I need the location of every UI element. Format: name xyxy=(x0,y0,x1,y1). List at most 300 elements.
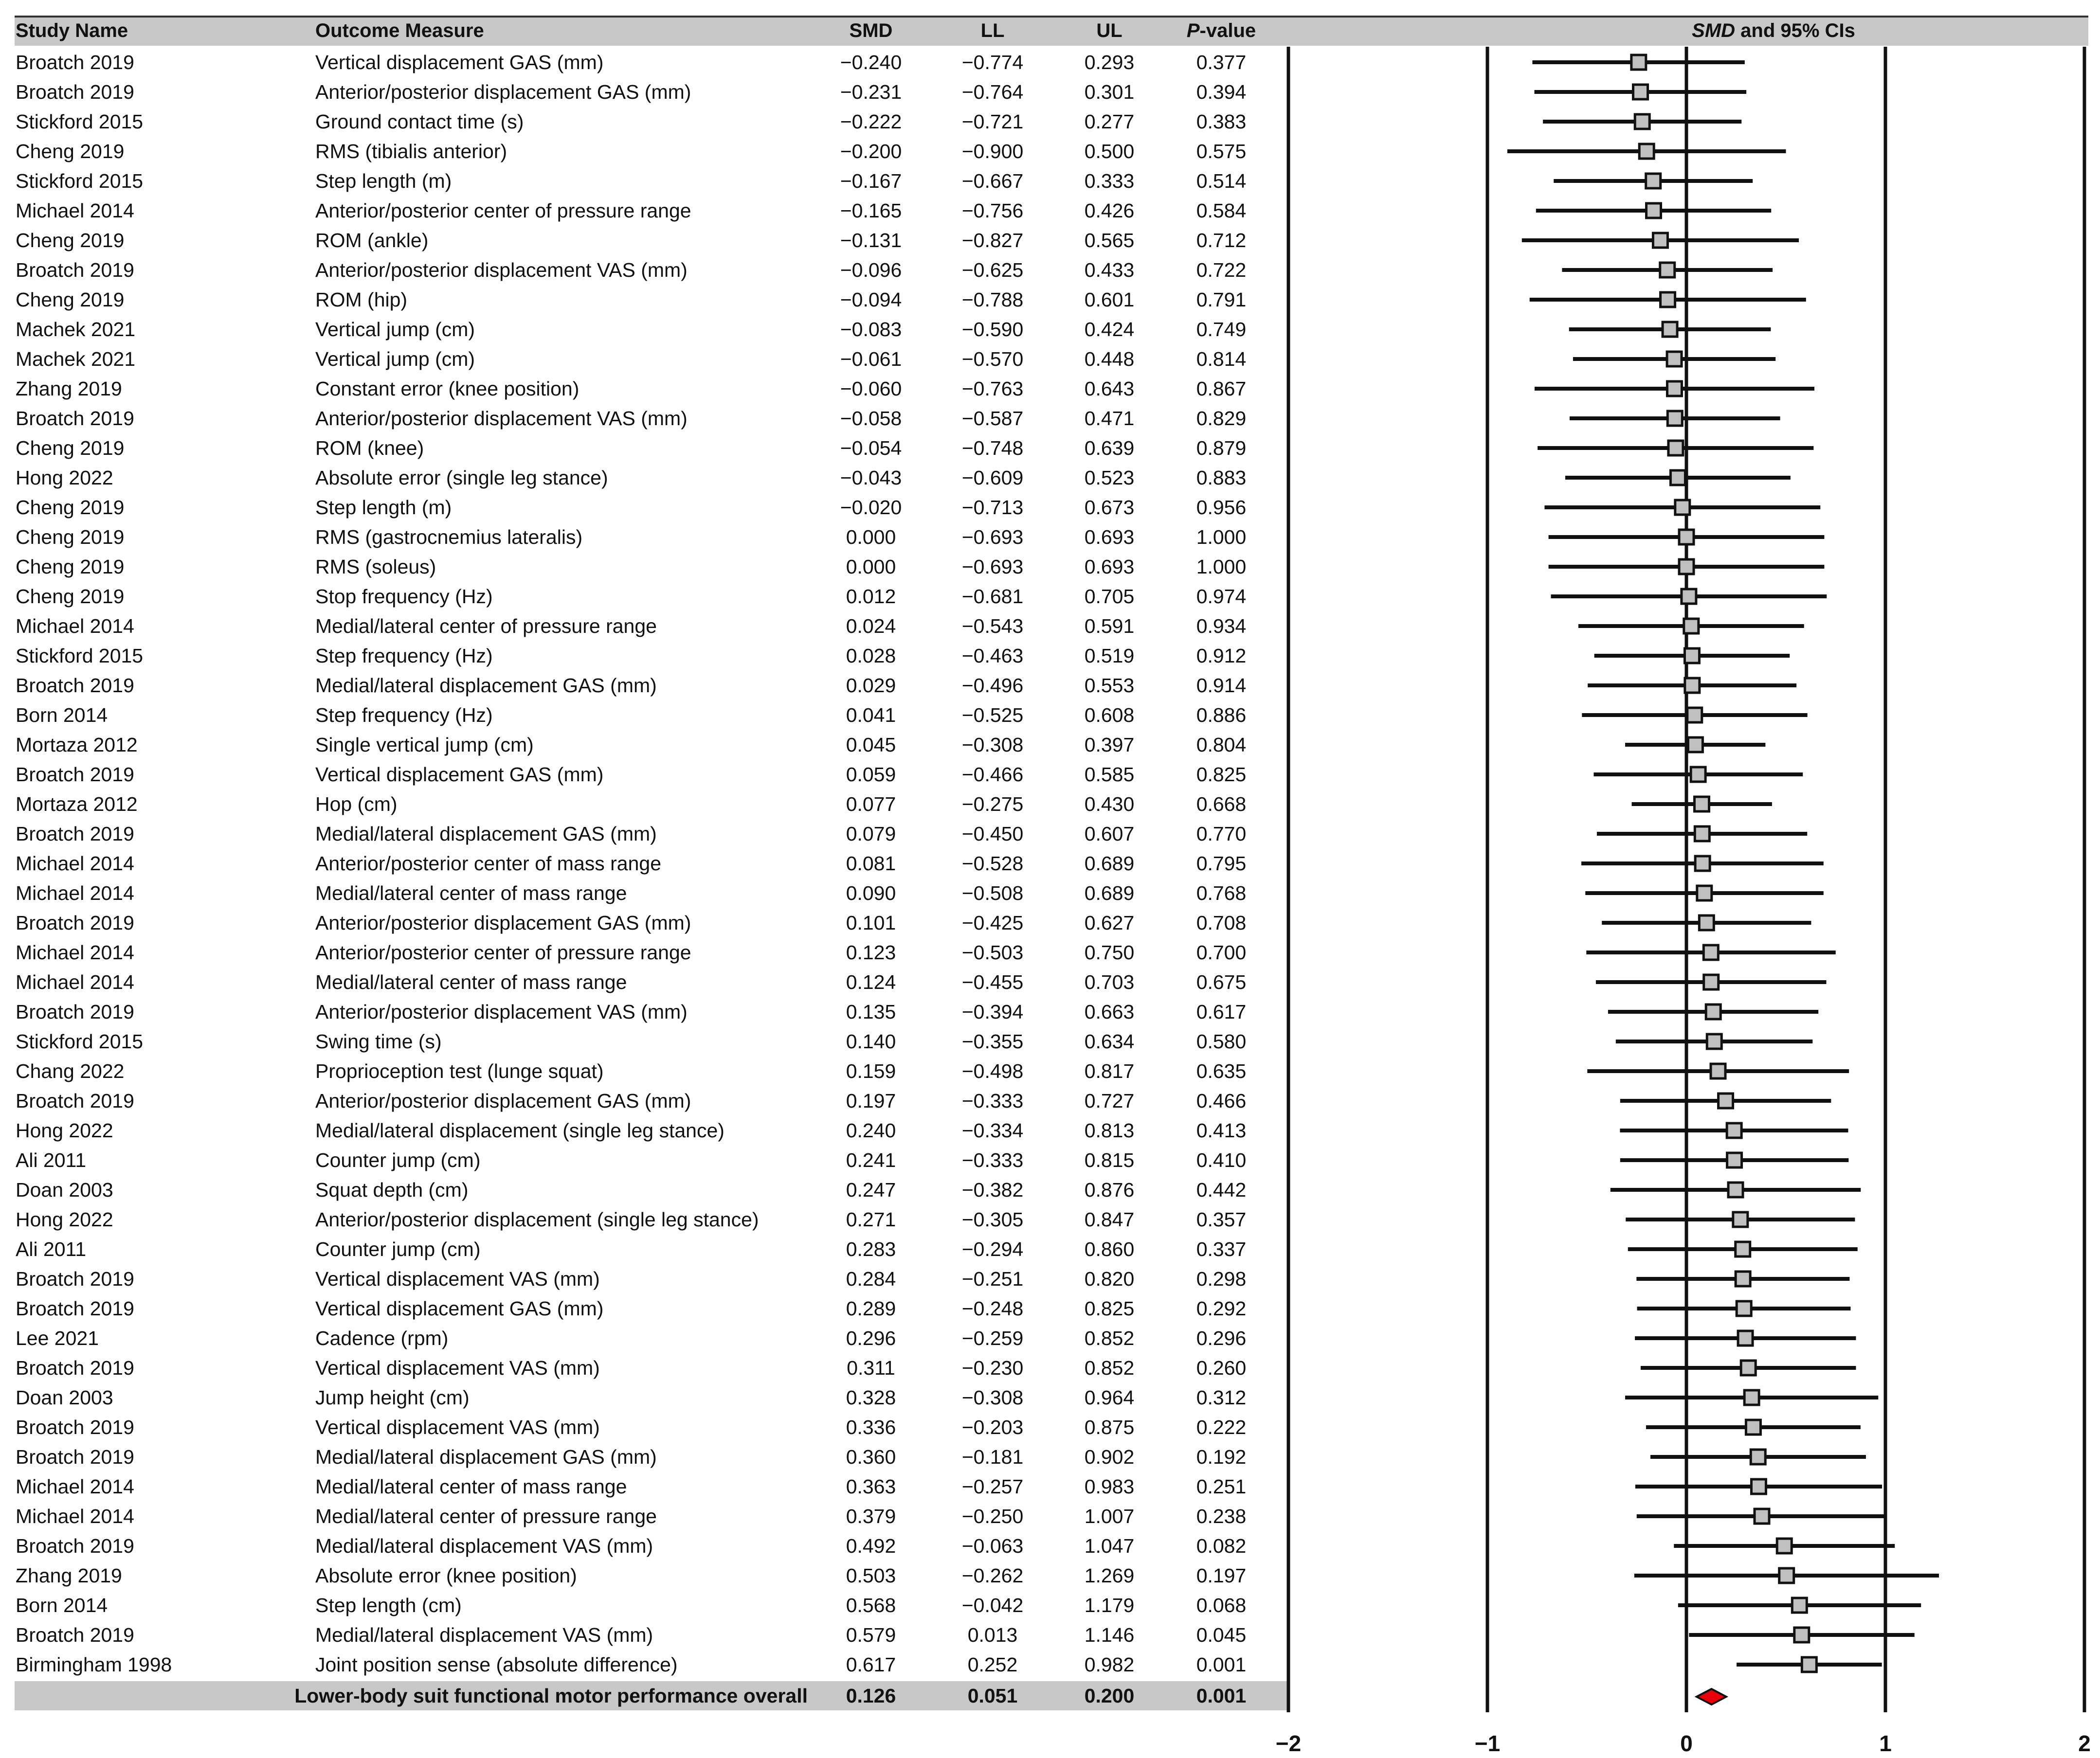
cell-ul: 0.553 xyxy=(1084,674,1135,697)
cell-ul: 0.663 xyxy=(1084,1001,1135,1023)
cell-p: 0.879 xyxy=(1196,437,1247,459)
cell-p: 0.222 xyxy=(1196,1416,1247,1438)
cell-study: Broatch 2019 xyxy=(16,407,134,430)
point-estimate-box xyxy=(1727,1153,1742,1167)
cell-study: Broatch 2019 xyxy=(16,912,134,934)
point-estimate-box xyxy=(1631,55,1646,70)
cell-p: 0.413 xyxy=(1196,1119,1247,1142)
cell-study: Born 2014 xyxy=(16,1594,108,1616)
cell-outcome: Vertical displacement VAS (mm) xyxy=(315,1268,600,1290)
cell-ul: 0.607 xyxy=(1084,823,1135,845)
cell-ul: 0.293 xyxy=(1084,51,1135,73)
point-estimate-box xyxy=(1755,1509,1769,1524)
cell-study: Michael 2014 xyxy=(16,971,134,993)
cell-ll: −0.230 xyxy=(961,1357,1024,1379)
point-estimate-box xyxy=(1695,856,1710,871)
cell-ul: 0.727 xyxy=(1084,1090,1135,1112)
cell-ll: −0.450 xyxy=(961,823,1024,845)
cell-ul: 0.817 xyxy=(1084,1060,1135,1082)
cell-ll: −0.764 xyxy=(961,81,1024,103)
cell-ll: −0.333 xyxy=(961,1090,1024,1112)
cell-ll: −0.528 xyxy=(961,852,1024,875)
cell-study: Hong 2022 xyxy=(16,1208,113,1231)
cell-ll: −0.382 xyxy=(961,1179,1024,1201)
cell-study: Stickford 2015 xyxy=(16,110,144,133)
cell-p: 0.825 xyxy=(1196,763,1247,786)
cell-ll: −0.251 xyxy=(961,1268,1024,1290)
cell-outcome: Absolute error (knee position) xyxy=(315,1564,577,1587)
cell-smd: −0.165 xyxy=(840,199,902,222)
cell-study: Birmingham 1998 xyxy=(16,1653,172,1676)
cell-ll: −0.042 xyxy=(961,1594,1024,1616)
cell-p: 0.580 xyxy=(1196,1030,1247,1053)
cell-study: Broatch 2019 xyxy=(16,1446,134,1468)
cell-ll: −0.394 xyxy=(961,1001,1024,1023)
cell-ul: 0.627 xyxy=(1084,912,1135,934)
point-estimate-box xyxy=(1736,1272,1750,1286)
cell-p: 0.082 xyxy=(1196,1535,1247,1557)
cell-ll: −0.590 xyxy=(961,318,1024,341)
cell-study: Broatch 2019 xyxy=(16,1624,134,1646)
cell-ll: −0.788 xyxy=(961,288,1024,311)
cell-outcome: Absolute error (single leg stance) xyxy=(315,466,608,489)
cell-p: 0.298 xyxy=(1196,1268,1247,1290)
point-estimate-box xyxy=(1667,352,1682,366)
cell-p: 0.045 xyxy=(1196,1624,1247,1646)
cell-smd: 0.284 xyxy=(846,1268,896,1290)
cell-smd: 0.579 xyxy=(846,1624,896,1646)
cell-p: 0.514 xyxy=(1196,170,1247,192)
cell-ul: 0.634 xyxy=(1084,1030,1135,1053)
cell-ul: 0.693 xyxy=(1084,526,1135,548)
cell-smd: 0.024 xyxy=(846,615,896,637)
cell-p: 0.814 xyxy=(1196,348,1247,370)
cell-p: 0.251 xyxy=(1196,1475,1247,1498)
cell-outcome: Anterior/posterior displacement GAS (mm) xyxy=(315,1090,691,1112)
cell-outcome: ROM (ankle) xyxy=(315,229,429,251)
cell-ll: 0.013 xyxy=(967,1624,1018,1646)
cell-ll: −0.466 xyxy=(961,763,1024,786)
cell-p: 0.749 xyxy=(1196,318,1247,341)
cell-smd: 0.012 xyxy=(846,585,896,608)
cell-study: Broatch 2019 xyxy=(16,1535,134,1557)
cell-study: Michael 2014 xyxy=(16,1475,134,1498)
cell-p: 0.668 xyxy=(1196,793,1247,815)
cell-ll: −0.250 xyxy=(961,1505,1024,1527)
cell-ul: 0.693 xyxy=(1084,556,1135,578)
cell-outcome: Vertical jump (cm) xyxy=(315,318,475,341)
cell-study: Ali 2011 xyxy=(16,1149,87,1171)
cell-ul: 0.847 xyxy=(1084,1208,1135,1231)
cell-ll: −0.355 xyxy=(961,1030,1024,1053)
cell-study: Chang 2022 xyxy=(16,1060,125,1082)
cell-study: Cheng 2019 xyxy=(16,496,125,519)
cell-ul: 0.820 xyxy=(1084,1268,1135,1290)
cell-smd: −0.131 xyxy=(840,229,902,251)
cell-ul: 0.983 xyxy=(1084,1475,1135,1498)
x-tick-label: −1 xyxy=(1474,1731,1501,1756)
cell-p: 0.635 xyxy=(1196,1060,1247,1082)
cell-p: 0.394 xyxy=(1196,81,1247,103)
cell-smd: 0.328 xyxy=(846,1386,896,1409)
cell-smd: 0.360 xyxy=(846,1446,896,1468)
cell-outcome: Jump height (cm) xyxy=(315,1386,470,1409)
cell-study: Michael 2014 xyxy=(16,199,134,222)
cell-smd: −0.094 xyxy=(840,288,902,311)
cell-p: 0.617 xyxy=(1196,1001,1247,1023)
cell-outcome: Step frequency (Hz) xyxy=(315,704,493,726)
cell-p: 1.000 xyxy=(1196,556,1247,578)
x-tick-label: 1 xyxy=(1879,1731,1892,1756)
point-estimate-box xyxy=(1746,1420,1760,1435)
cell-outcome: Single vertical jump (cm) xyxy=(315,734,534,756)
point-estimate-box xyxy=(1779,1568,1794,1583)
cell-ul: 0.591 xyxy=(1084,615,1135,637)
point-estimate-box xyxy=(1688,737,1702,752)
cell-study: Broatch 2019 xyxy=(16,259,134,281)
cell-ul: 0.673 xyxy=(1084,496,1135,519)
cell-outcome: Joint position sense (absolute difference) xyxy=(315,1653,678,1676)
cell-ul: 0.433 xyxy=(1084,259,1135,281)
point-estimate-box xyxy=(1727,1123,1741,1138)
cell-p: 0.768 xyxy=(1196,882,1247,904)
point-estimate-box xyxy=(1684,619,1699,633)
cell-outcome: Anterior/posterior displacement VAS (mm) xyxy=(315,407,688,430)
overall-ul: 0.200 xyxy=(1084,1685,1135,1707)
cell-study: Ali 2011 xyxy=(16,1238,87,1260)
point-estimate-box xyxy=(1703,945,1718,960)
cell-smd: 0.041 xyxy=(846,704,896,726)
cell-outcome: ROM (hip) xyxy=(315,288,408,311)
cell-outcome: Anterior/posterior displacement GAS (mm) xyxy=(315,81,691,103)
header-p-rest: -value xyxy=(1199,20,1256,41)
cell-ul: 0.964 xyxy=(1084,1386,1135,1409)
cell-outcome: Medial/lateral displacement VAS (mm) xyxy=(315,1624,653,1646)
cell-smd: −0.200 xyxy=(840,140,902,162)
cell-study: Zhang 2019 xyxy=(16,1564,122,1587)
cell-outcome: Vertical displacement GAS (mm) xyxy=(315,1297,604,1320)
cell-ll: −0.333 xyxy=(961,1149,1024,1171)
point-estimate-box xyxy=(1670,470,1685,485)
x-tick-label: −2 xyxy=(1275,1731,1302,1756)
cell-p: 0.292 xyxy=(1196,1297,1247,1320)
cell-outcome: Proprioception test (lunge squat) xyxy=(315,1060,604,1082)
point-estimate-box xyxy=(1728,1183,1743,1197)
cell-outcome: Anterior/posterior displacement VAS (mm) xyxy=(315,259,688,281)
cell-ul: 0.397 xyxy=(1084,734,1135,756)
cell-ul: 0.277 xyxy=(1084,110,1135,133)
cell-ul: 1.179 xyxy=(1084,1594,1135,1616)
cell-p: 0.886 xyxy=(1196,704,1247,726)
cell-ul: 0.815 xyxy=(1084,1149,1135,1171)
cell-p: 0.296 xyxy=(1196,1327,1247,1349)
cell-study: Michael 2014 xyxy=(16,852,134,875)
cell-p: 0.804 xyxy=(1196,734,1247,756)
cell-outcome: Squat depth (cm) xyxy=(315,1179,469,1201)
cell-ul: 1.146 xyxy=(1084,1624,1135,1646)
cell-study: Cheng 2019 xyxy=(16,229,125,251)
cell-ll: −0.609 xyxy=(961,466,1024,489)
cell-ll: −0.525 xyxy=(961,704,1024,726)
cell-outcome: RMS (soleus) xyxy=(315,556,436,578)
cell-smd: 0.379 xyxy=(846,1505,896,1527)
cell-ul: 0.902 xyxy=(1084,1446,1135,1468)
cell-outcome: Counter jump (cm) xyxy=(315,1238,481,1260)
cell-study: Broatch 2019 xyxy=(16,763,134,786)
cell-p: 0.312 xyxy=(1196,1386,1247,1409)
cell-ll: −0.756 xyxy=(961,199,1024,222)
cell-ul: 0.333 xyxy=(1084,170,1135,192)
cell-outcome: Vertical displacement VAS (mm) xyxy=(315,1416,600,1438)
cell-study: Hong 2022 xyxy=(16,466,113,489)
cell-p: 0.001 xyxy=(1196,1653,1247,1676)
cell-ul: 0.852 xyxy=(1084,1327,1135,1349)
cell-study: Broatch 2019 xyxy=(16,1268,134,1290)
header-ll: LL xyxy=(980,20,1005,41)
cell-ul: 0.982 xyxy=(1084,1653,1135,1676)
cell-p: 1.000 xyxy=(1196,526,1247,548)
cell-smd: 0.159 xyxy=(846,1060,896,1082)
cell-smd: 0.240 xyxy=(846,1119,896,1142)
point-estimate-box xyxy=(1679,530,1694,544)
cell-outcome: Medial/lateral displacement GAS (mm) xyxy=(315,823,657,845)
point-estimate-box xyxy=(1704,975,1719,989)
cell-p: 0.357 xyxy=(1196,1208,1247,1231)
cell-p: 0.192 xyxy=(1196,1446,1247,1468)
cell-p: 0.238 xyxy=(1196,1505,1247,1527)
cell-smd: −0.096 xyxy=(840,259,902,281)
cell-p: 0.974 xyxy=(1196,585,1247,608)
cell-outcome: Medial/lateral displacement VAS (mm) xyxy=(315,1535,653,1557)
header-outcome-measure: Outcome Measure xyxy=(315,20,484,41)
cell-ll: −0.625 xyxy=(961,259,1024,281)
cell-p: 0.934 xyxy=(1196,615,1247,637)
cell-outcome: Step length (cm) xyxy=(315,1594,462,1616)
cell-outcome: Vertical displacement VAS (mm) xyxy=(315,1357,600,1379)
overall-smd: 0.126 xyxy=(846,1685,896,1707)
cell-outcome: Anterior/posterior displacement VAS (mm) xyxy=(315,1001,688,1023)
cell-p: 0.912 xyxy=(1196,645,1247,667)
cell-p: 0.867 xyxy=(1196,377,1247,400)
cell-ul: 0.565 xyxy=(1084,229,1135,251)
cell-ul: 0.585 xyxy=(1084,763,1135,786)
point-estimate-box xyxy=(1736,1242,1750,1256)
cell-study: Doan 2003 xyxy=(16,1386,113,1409)
cell-p: 0.337 xyxy=(1196,1238,1247,1260)
cell-p: 0.260 xyxy=(1196,1357,1247,1379)
cell-ul: 0.601 xyxy=(1084,288,1135,311)
cell-outcome: Medial/lateral center of pressure range xyxy=(315,1505,657,1527)
cell-study: Doan 2003 xyxy=(16,1179,113,1201)
point-estimate-box xyxy=(1737,1301,1751,1316)
cell-outcome: RMS (tibialis anterior) xyxy=(315,140,507,162)
cell-p: 0.675 xyxy=(1196,971,1247,993)
cell-smd: 0.028 xyxy=(846,645,896,667)
cell-outcome: Hop (cm) xyxy=(315,793,398,815)
cell-ll: −0.763 xyxy=(961,377,1024,400)
cell-p: 0.197 xyxy=(1196,1564,1247,1587)
cell-study: Stickford 2015 xyxy=(16,170,144,192)
cell-p: 0.377 xyxy=(1196,51,1247,73)
cell-ul: 0.860 xyxy=(1084,1238,1135,1260)
cell-ll: −0.503 xyxy=(961,941,1024,964)
cell-smd: 0.492 xyxy=(846,1535,896,1557)
overall-ll: 0.051 xyxy=(967,1685,1018,1707)
cell-outcome: Vertical displacement GAS (mm) xyxy=(315,51,604,73)
cell-outcome: Ground contact time (s) xyxy=(315,110,524,133)
point-estimate-box xyxy=(1802,1657,1816,1672)
cell-ul: 0.703 xyxy=(1084,971,1135,993)
cell-ll: −0.203 xyxy=(961,1416,1024,1438)
cell-smd: −0.222 xyxy=(840,110,902,133)
x-tick-label: 0 xyxy=(1680,1731,1693,1756)
point-estimate-box xyxy=(1668,441,1683,455)
cell-outcome: Anterior/posterior displacement (single leg stance) xyxy=(315,1208,759,1231)
cell-outcome: Medial/lateral center of mass range xyxy=(315,882,627,904)
cell-smd: −0.061 xyxy=(840,348,902,370)
cell-study: Broatch 2019 xyxy=(16,1297,134,1320)
cell-outcome: RMS (gastrocnemius lateralis) xyxy=(315,526,583,548)
point-estimate-box xyxy=(1647,203,1661,218)
cell-smd: −0.240 xyxy=(840,51,902,73)
header-p-italic: P xyxy=(1186,20,1200,41)
cell-p: 0.700 xyxy=(1196,941,1247,964)
cell-smd: 0.503 xyxy=(846,1564,896,1587)
cell-study: Hong 2022 xyxy=(16,1119,113,1142)
cell-ll: −0.259 xyxy=(961,1327,1024,1349)
cell-smd: −0.083 xyxy=(840,318,902,341)
point-estimate-box xyxy=(1691,767,1705,782)
point-estimate-box xyxy=(1741,1361,1756,1375)
point-estimate-box xyxy=(1667,411,1682,426)
cell-outcome: Anterior/posterior center of mass range xyxy=(315,852,661,875)
cell-smd: 0.283 xyxy=(846,1238,896,1260)
cell-outcome: Constant error (knee position) xyxy=(315,377,579,400)
cell-study: Broatch 2019 xyxy=(16,51,134,73)
cell-smd: −0.020 xyxy=(840,496,902,519)
cell-outcome: Stop frequency (Hz) xyxy=(315,585,493,608)
cell-outcome: Medial/lateral displacement (single leg stance) xyxy=(315,1119,724,1142)
cell-ll: −0.262 xyxy=(961,1564,1024,1587)
cell-p: 0.712 xyxy=(1196,229,1247,251)
cell-study: Machek 2021 xyxy=(16,318,136,341)
cell-outcome: Medial/lateral center of mass range xyxy=(315,1475,627,1498)
cell-ll: −0.425 xyxy=(961,912,1024,934)
point-estimate-box xyxy=(1646,174,1661,188)
cell-ll: −0.827 xyxy=(961,229,1024,251)
overall-diamond xyxy=(1697,1689,1726,1704)
cell-smd: 0.000 xyxy=(846,526,896,548)
cell-ul: 0.301 xyxy=(1084,81,1135,103)
cell-study: Michael 2014 xyxy=(16,882,134,904)
cell-outcome: Anterior/posterior center of pressure range xyxy=(315,199,691,222)
point-estimate-box xyxy=(1707,1034,1721,1049)
point-estimate-box xyxy=(1694,797,1709,811)
cell-smd: 0.000 xyxy=(846,556,896,578)
cell-smd: 0.568 xyxy=(846,1594,896,1616)
cell-smd: 0.289 xyxy=(846,1297,896,1320)
cell-smd: 0.271 xyxy=(846,1208,896,1231)
cell-smd: 0.077 xyxy=(846,793,896,815)
cell-ul: 0.471 xyxy=(1084,407,1135,430)
cell-ll: −0.063 xyxy=(961,1535,1024,1557)
point-estimate-box xyxy=(1777,1539,1792,1553)
cell-outcome: Step frequency (Hz) xyxy=(315,645,493,667)
cell-smd: −0.043 xyxy=(840,466,902,489)
cell-ll: −0.900 xyxy=(961,140,1024,162)
cell-outcome: Counter jump (cm) xyxy=(315,1149,481,1171)
cell-outcome: Medial/lateral displacement GAS (mm) xyxy=(315,674,657,697)
cell-study: Mortaza 2012 xyxy=(16,734,138,756)
cell-ll: −0.587 xyxy=(961,407,1024,430)
cell-p: 0.068 xyxy=(1196,1594,1247,1616)
point-estimate-box xyxy=(1661,292,1675,307)
point-estimate-box xyxy=(1679,559,1694,574)
cell-p: 0.883 xyxy=(1196,466,1247,489)
cell-ll: −0.508 xyxy=(961,882,1024,904)
point-estimate-box xyxy=(1733,1212,1748,1227)
cell-study: Broatch 2019 xyxy=(16,1090,134,1112)
cell-smd: 0.045 xyxy=(846,734,896,756)
cell-study: Lee 2021 xyxy=(16,1327,99,1349)
cell-ll: −0.774 xyxy=(961,51,1024,73)
point-estimate-box xyxy=(1792,1598,1807,1613)
cell-ll: −0.455 xyxy=(961,971,1024,993)
cell-smd: 0.124 xyxy=(846,971,896,993)
cell-p: 0.829 xyxy=(1196,407,1247,430)
cell-smd: 0.059 xyxy=(846,763,896,786)
cell-p: 0.795 xyxy=(1196,852,1247,875)
cell-ll: −0.570 xyxy=(961,348,1024,370)
cell-ll: −0.693 xyxy=(961,556,1024,578)
cell-ul: 0.523 xyxy=(1084,466,1135,489)
point-estimate-box xyxy=(1738,1331,1753,1345)
cell-study: Stickford 2015 xyxy=(16,1030,144,1053)
cell-smd: 0.363 xyxy=(846,1475,896,1498)
cell-ul: 0.689 xyxy=(1084,852,1135,875)
cell-ul: 0.689 xyxy=(1084,882,1135,904)
point-estimate-box xyxy=(1697,886,1712,900)
cell-smd: 0.081 xyxy=(846,852,896,875)
cell-smd: 0.135 xyxy=(846,1001,896,1023)
cell-ul: 0.813 xyxy=(1084,1119,1135,1142)
cell-smd: 0.090 xyxy=(846,882,896,904)
cell-study: Cheng 2019 xyxy=(16,585,125,608)
cell-p: 0.584 xyxy=(1196,199,1247,222)
cell-p: 0.575 xyxy=(1196,140,1247,162)
header-ul: UL xyxy=(1096,20,1122,41)
cell-ll: −0.498 xyxy=(961,1060,1024,1082)
point-estimate-box xyxy=(1635,114,1649,129)
cell-ul: 0.500 xyxy=(1084,140,1135,162)
cell-ul: 0.825 xyxy=(1084,1297,1135,1320)
cell-ul: 0.643 xyxy=(1084,377,1135,400)
cell-study: Broatch 2019 xyxy=(16,1416,134,1438)
header-plot-rest: and 95% CIs xyxy=(1735,20,1855,41)
point-estimate-box xyxy=(1663,322,1677,337)
cell-ul: 0.608 xyxy=(1084,704,1135,726)
point-estimate-box xyxy=(1667,381,1682,396)
cell-outcome: Medial/lateral displacement GAS (mm) xyxy=(315,1446,657,1468)
cell-ul: 1.047 xyxy=(1084,1535,1135,1557)
cell-smd: −0.231 xyxy=(840,81,902,103)
point-estimate-box xyxy=(1684,648,1699,663)
cell-study: Zhang 2019 xyxy=(16,377,122,400)
cell-ll: −0.257 xyxy=(961,1475,1024,1498)
point-estimate-box xyxy=(1660,263,1675,277)
cell-ll: −0.308 xyxy=(961,1386,1024,1409)
cell-study: Broatch 2019 xyxy=(16,1357,134,1379)
